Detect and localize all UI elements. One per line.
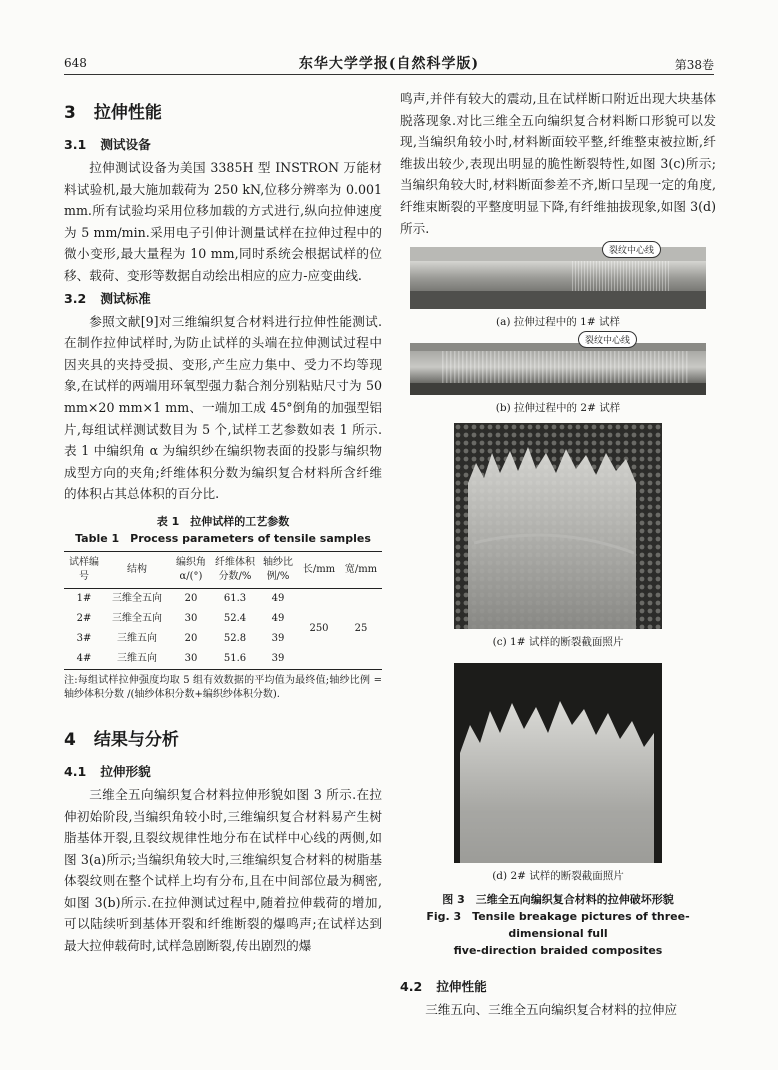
table-row: 4# 三维五向 30 51.6 39 (64, 649, 382, 670)
figure-3d-caption: (d) 2# 试样的断裂截面照片 (492, 870, 624, 883)
table-header: 编织角 α/(°) (176, 556, 206, 582)
figure-3b-caption: (b) 拉伸过程中的 2# 试样 (495, 402, 621, 415)
volume-label: 第38卷 (674, 58, 714, 72)
page-number: 648 (64, 56, 87, 70)
table-row: 2# 三维全五向 30 52.4 49 (76, 612, 285, 624)
figure-3a-caption: (a) 拉伸过程中的 1# 试样 (496, 316, 620, 329)
table-1 (64, 551, 382, 670)
table-header: 试样编号 (69, 556, 99, 582)
table-header: 长/mm (302, 563, 336, 575)
section-3-1-text: 拉伸测试设备为美国 3385H 型 INSTRON 万能材料试验机,最大施加载荷为 250 kN,位移分辨率为 0.001 mm.所有试验均采用位移加载的方式进行,纵向拉伸速度为 5 mm/min.采用电子引伸计测量试样在拉伸过程中的微小变形,最大量程为 10 mm,同时系统会根据试样的位移、载荷、变形等数据自动绘出相应的应力-应变曲线. (64, 160, 382, 283)
figure-3b-photo (410, 336, 706, 395)
section-4-1-heading: 4.1 拉伸形貌 (64, 763, 151, 779)
figure-3-caption: 图 3 三维全五向编织复合材料的拉伸破坏形貌 Fig. 3 Tensile breakage pictures of three-dimensional full five-direction braided composites (426, 893, 690, 958)
section-4-heading: 4 结果与分析 (64, 729, 179, 750)
section-3-1-heading: 3.1 测试设备 (64, 137, 151, 152)
width-cell: 25 (354, 622, 368, 634)
table-1-note: 注:每组试样拉伸强度均取 5 组有效数据的平均值为最终值;轴纱比例 = 轴纱体积分数 /(轴纱体积分数+编织纱体积分数). (64, 674, 382, 701)
table-header: 结构 (127, 563, 147, 575)
fracture-section-1-image (454, 423, 662, 629)
figure-3a-photo (410, 247, 706, 309)
journal-title: 东华大学学报(自然科学版) (298, 56, 480, 72)
left-column (64, 88, 382, 957)
table-row: 1# 三维全五向 20 61.3 49 250 25 (64, 588, 382, 609)
length-cell: 250 (309, 622, 329, 634)
section-3-heading: 3 拉伸性能 (64, 103, 162, 123)
section-4-2-heading: 4.2 拉伸性能 (400, 979, 487, 995)
section-3-2-heading: 3.2 测试标准 (64, 290, 151, 306)
figure-3c-photo (454, 423, 662, 629)
page-header (64, 52, 714, 75)
section-4-1-text-continued: 鸣声,并伴有较大的震动,且在试样断口附近出现大块基体脱落现象.对比三维全五向编织复合材料断口形貌可以发现,当编织角较小时,材料断面较平整,纤维整束被拉断,纤维拔出较少,表现出明显的脆性断裂特性,如图 3(c)所示;当编织角较大时,材料断面参差不齐,断口呈现一定的角度,纤维束断裂的平整度明显下降,有纤维抽拔现象,如图 3(d)所示. (400, 91, 716, 236)
crack-centerline-callout: 裂纹中心线 (602, 241, 661, 258)
section-4-1-text: 三维全五向编织复合材料拉伸形貌如图 3 所示.在拉伸初始阶段,当编织角较小时,三维编织复合材料易产生树脂基体开裂,且裂纹规律性地分布在试样中心线的两侧,如图 3(a)所示;当编织角较大时,三维编织复合材料的树脂基体裂纹则在整个试样上均有分布,且在中间部位最为稠密,如图 3(b)所示.在拉伸测试过程中,随着拉伸载荷的增加,可以陆续听到基体开裂和纤维断裂的爆鸣声;在试样达到最大拉伸载荷时,试样急剧断裂,传出剧烈的爆 (64, 786, 382, 954)
table-header: 轴纱比例/% (263, 556, 293, 582)
specimen-2-image (410, 343, 706, 395)
section-4-2-text: 三维五向、三维全五向编织复合材料的拉伸应 (425, 1002, 678, 1018)
table-header: 宽/mm (344, 563, 378, 575)
figure-3d-photo (454, 663, 662, 863)
specimen-1-image (410, 247, 706, 309)
fracture-section-2-image (454, 663, 662, 863)
figure-3c-caption: (c) 1# 试样的断裂截面照片 (492, 636, 624, 649)
table-1-caption: 表 1 拉伸试样的工艺参数 Table 1 Process parameters of tensile samples (75, 514, 371, 545)
table-row: 3# 三维五向 20 52.8 39 (76, 632, 285, 644)
table-header: 纤维体积分数/% (215, 556, 255, 582)
section-3-2-text: 参照文献[9]对三维编织复合材料进行拉伸性能测试.在制作拉伸试样时,为防止试样的头端在拉伸测试过程中因夹具的夹持受损、变形,产生应力集中、受力不均等现象,在试样的两端用环氧型强力黏合剂分别粘贴尺寸为 50 mm×20 mm×1 mm、一端加工成 45°倒角的加强型铝片,每组试样测试数目为 5 个,试样工艺参数如表 1 所示.表 1 中编织角 α 为编织纱在编织物表面的投影与编织物成型方向的夹角;纤维体积分数为编织复合材料所含纤维的体积占其总体积的百分比. (64, 313, 382, 502)
crack-centerline-callout: 裂纹中心线 (578, 331, 637, 348)
right-column (400, 88, 716, 1021)
